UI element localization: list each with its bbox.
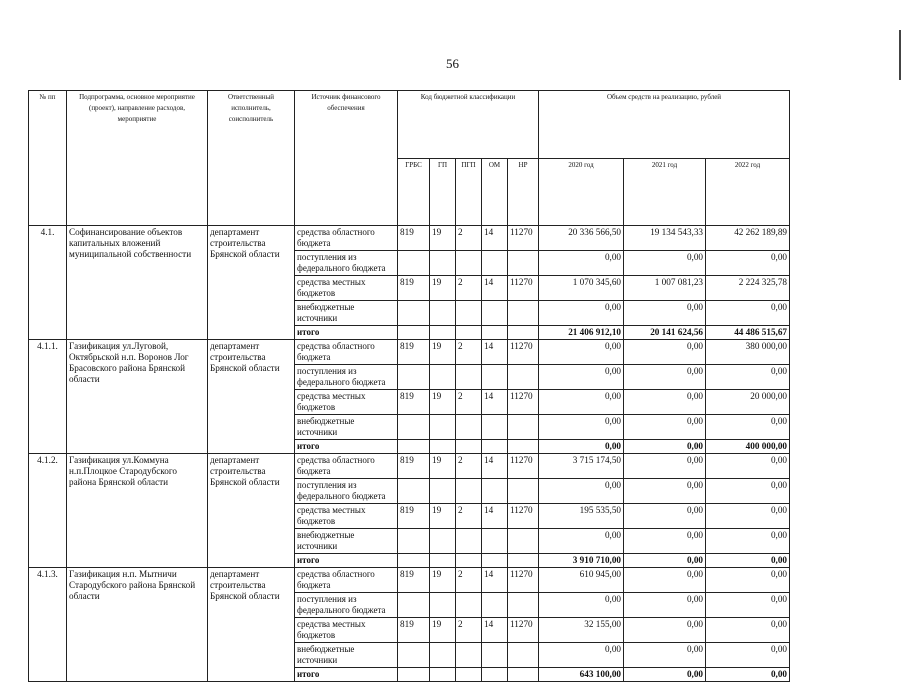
executor-name: департамент строительства Брянской области (208, 340, 295, 454)
code-gp: 19 (430, 454, 456, 479)
amount-2022: 380 000,00 (706, 340, 790, 365)
code-pgp (456, 415, 482, 440)
code-pgp (456, 529, 482, 554)
empty-code-cell (398, 668, 430, 682)
amount-2020: 0,00 (539, 340, 624, 365)
code-gp: 19 (430, 504, 456, 529)
amount-2021: 0,00 (624, 454, 706, 479)
funding-source: средства местных бюджетов (295, 390, 398, 415)
program-name: Газификация н.п. Мытничи Стародубского района Брянской области (67, 568, 208, 682)
empty-code-cell (508, 326, 539, 340)
code-grbs: 819 (398, 504, 430, 529)
amount-2021: 0,00 (624, 618, 706, 643)
header-2021: 2021 год (624, 158, 706, 226)
code-nr: 11270 (508, 340, 539, 365)
code-grbs: 819 (398, 276, 430, 301)
empty-code-cell (456, 440, 482, 454)
amount-2021: 19 134 543,33 (624, 226, 706, 251)
amount-2021: 0,00 (624, 593, 706, 618)
amount-2020: 1 070 345,60 (539, 276, 624, 301)
code-grbs (398, 643, 430, 668)
funding-source: средства областного бюджета (295, 340, 398, 365)
header-executor: Ответственный исполнитель, соисполнитель (208, 91, 295, 226)
code-gp: 19 (430, 390, 456, 415)
code-pgp (456, 301, 482, 326)
total-amount-2020: 643 100,00 (539, 668, 624, 682)
header-pgp: ПГП (456, 158, 482, 226)
code-om: 14 (482, 276, 508, 301)
budget-table (28, 90, 790, 682)
amount-2021: 0,00 (624, 568, 706, 593)
table-row (29, 340, 790, 365)
total-amount-2022: 400 000,00 (706, 440, 790, 454)
executor-name: департамент строительства Брянской области (208, 568, 295, 682)
code-om: 14 (482, 618, 508, 643)
amount-2020: 0,00 (539, 479, 624, 504)
code-pgp: 2 (456, 340, 482, 365)
code-om: 14 (482, 340, 508, 365)
total-amount-2022: 0,00 (706, 668, 790, 682)
code-om (482, 365, 508, 390)
amount-2021: 0,00 (624, 365, 706, 390)
executor-name: департамент строительства Брянской области (208, 454, 295, 568)
total-label: итого (295, 554, 398, 568)
code-nr (508, 301, 539, 326)
code-gp (430, 593, 456, 618)
funding-source: поступления из федерального бюджета (295, 251, 398, 276)
code-gp: 19 (430, 618, 456, 643)
code-nr: 11270 (508, 390, 539, 415)
code-om: 14 (482, 504, 508, 529)
amount-2022: 0,00 (706, 479, 790, 504)
code-nr (508, 529, 539, 554)
header-volume: Объем средств на реализацию, рублей (539, 91, 790, 159)
amount-2020: 32 155,00 (539, 618, 624, 643)
amount-2021: 0,00 (624, 251, 706, 276)
amount-2020: 0,00 (539, 593, 624, 618)
amount-2020: 195 535,50 (539, 504, 624, 529)
code-om: 14 (482, 568, 508, 593)
code-nr: 11270 (508, 568, 539, 593)
code-grbs: 819 (398, 568, 430, 593)
row-number: 4.1.3. (29, 568, 67, 682)
amount-2021: 0,00 (624, 643, 706, 668)
empty-code-cell (482, 554, 508, 568)
code-gp (430, 529, 456, 554)
code-grbs (398, 415, 430, 440)
code-om (482, 529, 508, 554)
amount-2020: 0,00 (539, 643, 624, 668)
code-gp: 19 (430, 226, 456, 251)
code-grbs (398, 479, 430, 504)
empty-code-cell (482, 440, 508, 454)
funding-source: средства местных бюджетов (295, 618, 398, 643)
empty-code-cell (398, 554, 430, 568)
total-amount-2020: 3 910 710,00 (539, 554, 624, 568)
funding-source: поступления из федерального бюджета (295, 365, 398, 390)
code-nr: 11270 (508, 276, 539, 301)
code-om (482, 643, 508, 668)
empty-code-cell (508, 440, 539, 454)
funding-source: средства местных бюджетов (295, 504, 398, 529)
code-grbs (398, 365, 430, 390)
funding-source: внебюджетные источники (295, 301, 398, 326)
total-label: итого (295, 440, 398, 454)
amount-2021: 0,00 (624, 415, 706, 440)
header-2022: 2022 год (706, 158, 790, 226)
code-nr: 11270 (508, 454, 539, 479)
amount-2020: 0,00 (539, 390, 624, 415)
code-pgp (456, 365, 482, 390)
funding-source: средства областного бюджета (295, 454, 398, 479)
code-pgp: 2 (456, 618, 482, 643)
amount-2022: 0,00 (706, 454, 790, 479)
header-program: Подпрограмма, основное мероприятие (проект), направление расходов, мероприятие (67, 91, 208, 226)
table-header (29, 91, 790, 226)
code-nr (508, 365, 539, 390)
funding-source: поступления из федерального бюджета (295, 593, 398, 618)
code-nr: 11270 (508, 226, 539, 251)
amount-2020: 3 715 174,50 (539, 454, 624, 479)
program-name: Софинансирование объектов капитальных вложений муниципальной собственности (67, 226, 208, 340)
amount-2021: 0,00 (624, 301, 706, 326)
page-number: 56 (446, 56, 459, 71)
code-grbs (398, 301, 430, 326)
code-om (482, 415, 508, 440)
amount-2022: 2 224 325,78 (706, 276, 790, 301)
amount-2021: 0,00 (624, 340, 706, 365)
header-budget-code: Код бюджетной классификации (398, 91, 539, 159)
code-grbs (398, 529, 430, 554)
amount-2022: 0,00 (706, 504, 790, 529)
code-pgp (456, 479, 482, 504)
code-gp: 19 (430, 276, 456, 301)
code-gp (430, 415, 456, 440)
code-grbs: 819 (398, 454, 430, 479)
amount-2021: 0,00 (624, 504, 706, 529)
code-gp: 19 (430, 340, 456, 365)
total-amount-2021: 20 141 624,56 (624, 326, 706, 340)
code-gp: 19 (430, 568, 456, 593)
empty-code-cell (508, 668, 539, 682)
amount-2022: 0,00 (706, 365, 790, 390)
total-amount-2021: 0,00 (624, 440, 706, 454)
empty-code-cell (456, 668, 482, 682)
empty-code-cell (430, 668, 456, 682)
amount-2020: 0,00 (539, 251, 624, 276)
code-grbs (398, 251, 430, 276)
code-om (482, 251, 508, 276)
amount-2021: 1 007 081,23 (624, 276, 706, 301)
empty-code-cell (398, 440, 430, 454)
program-name: Газификация ул.Луговой, Октябрьской н.п. Воронов Лог Брасовского района Брянской области (67, 340, 208, 454)
amount-2022: 20 000,00 (706, 390, 790, 415)
code-gp (430, 479, 456, 504)
amount-2020: 20 336 566,50 (539, 226, 624, 251)
code-grbs: 819 (398, 618, 430, 643)
amount-2022: 0,00 (706, 618, 790, 643)
empty-code-cell (398, 326, 430, 340)
funding-source: средства областного бюджета (295, 226, 398, 251)
code-pgp (456, 643, 482, 668)
empty-code-cell (482, 668, 508, 682)
amount-2022: 0,00 (706, 415, 790, 440)
header-om: ОМ (482, 158, 508, 226)
code-om (482, 593, 508, 618)
empty-code-cell (508, 554, 539, 568)
header-nr: НР (508, 158, 539, 226)
code-pgp: 2 (456, 454, 482, 479)
header-source: Источник финансового обеспечения (295, 91, 398, 226)
code-pgp: 2 (456, 568, 482, 593)
amount-2022: 0,00 (706, 251, 790, 276)
total-label: итого (295, 326, 398, 340)
amount-2020: 0,00 (539, 365, 624, 390)
amount-2022: 42 262 189,89 (706, 226, 790, 251)
total-amount-2021: 0,00 (624, 668, 706, 682)
program-name: Газификация ул.Коммуна н.п.Плоцкое Стародубского района Брянской области (67, 454, 208, 568)
funding-source: средства областного бюджета (295, 568, 398, 593)
code-pgp: 2 (456, 504, 482, 529)
code-pgp: 2 (456, 276, 482, 301)
code-nr: 11270 (508, 504, 539, 529)
total-amount-2022: 0,00 (706, 554, 790, 568)
empty-code-cell (430, 326, 456, 340)
header-2020: 2020 год (539, 158, 624, 226)
code-gp (430, 301, 456, 326)
funding-source: поступления из федерального бюджета (295, 479, 398, 504)
executor-name: департамент строительства Брянской области (208, 226, 295, 340)
amount-2022: 0,00 (706, 529, 790, 554)
code-gp (430, 251, 456, 276)
funding-source: внебюджетные источники (295, 529, 398, 554)
code-grbs (398, 593, 430, 618)
code-pgp: 2 (456, 390, 482, 415)
amount-2021: 0,00 (624, 529, 706, 554)
total-amount-2020: 0,00 (539, 440, 624, 454)
code-pgp (456, 251, 482, 276)
empty-code-cell (456, 554, 482, 568)
empty-code-cell (456, 326, 482, 340)
table-row (29, 226, 790, 251)
row-number: 4.1. (29, 226, 67, 340)
amount-2021: 0,00 (624, 390, 706, 415)
funding-source: внебюджетные источники (295, 415, 398, 440)
amount-2022: 0,00 (706, 593, 790, 618)
code-om (482, 301, 508, 326)
code-om: 14 (482, 390, 508, 415)
funding-source: внебюджетные источники (295, 643, 398, 668)
amount-2021: 0,00 (624, 479, 706, 504)
header-no: № пп (29, 91, 67, 226)
code-gp (430, 643, 456, 668)
code-grbs: 819 (398, 390, 430, 415)
empty-code-cell (430, 554, 456, 568)
code-om (482, 479, 508, 504)
funding-source: средства местных бюджетов (295, 276, 398, 301)
code-grbs: 819 (398, 340, 430, 365)
amount-2022: 0,00 (706, 568, 790, 593)
amount-2020: 0,00 (539, 529, 624, 554)
row-number: 4.1.1. (29, 340, 67, 454)
total-label: итого (295, 668, 398, 682)
table-body (29, 226, 790, 682)
table-row (29, 568, 790, 593)
code-om: 14 (482, 454, 508, 479)
amount-2020: 0,00 (539, 301, 624, 326)
total-amount-2022: 44 486 515,67 (706, 326, 790, 340)
code-om: 14 (482, 226, 508, 251)
amount-2020: 0,00 (539, 415, 624, 440)
empty-code-cell (482, 326, 508, 340)
header-grbs: ГРБС (398, 158, 430, 226)
amount-2020: 610 945,00 (539, 568, 624, 593)
code-nr (508, 643, 539, 668)
total-amount-2021: 0,00 (624, 554, 706, 568)
table-row (29, 454, 790, 479)
page-edge-line (899, 30, 901, 80)
code-nr (508, 593, 539, 618)
amount-2022: 0,00 (706, 301, 790, 326)
code-gp (430, 365, 456, 390)
code-nr: 11270 (508, 618, 539, 643)
code-pgp (456, 593, 482, 618)
header-gp: ГП (430, 158, 456, 226)
code-grbs: 819 (398, 226, 430, 251)
code-nr (508, 251, 539, 276)
total-amount-2020: 21 406 912,10 (539, 326, 624, 340)
empty-code-cell (430, 440, 456, 454)
code-nr (508, 415, 539, 440)
code-pgp: 2 (456, 226, 482, 251)
row-number: 4.1.2. (29, 454, 67, 568)
code-nr (508, 479, 539, 504)
amount-2022: 0,00 (706, 643, 790, 668)
